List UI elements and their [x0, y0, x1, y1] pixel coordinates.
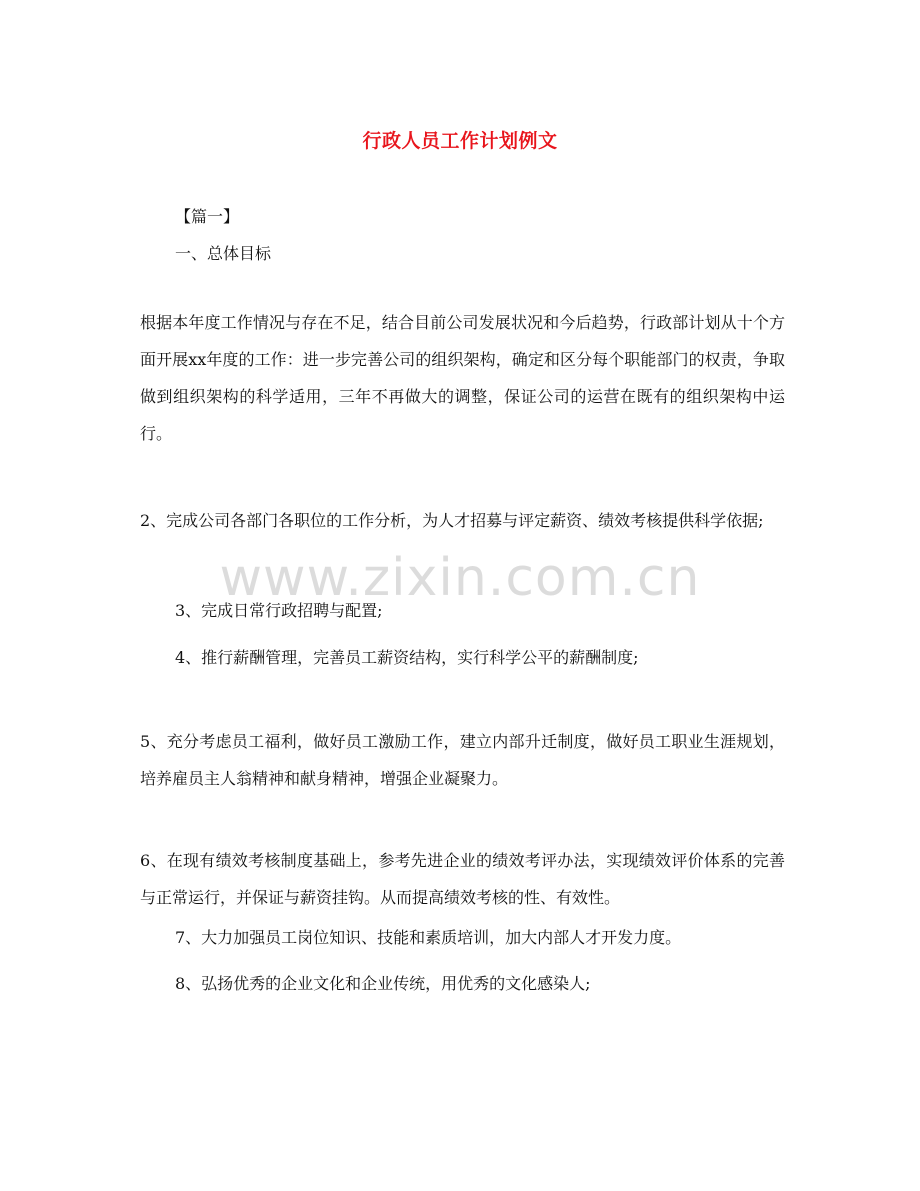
document-title: 行政人员工作计划例文 [362, 130, 558, 152]
paragraph-6: 6、在现有绩效考核制度基础上，参考先进企业的绩效考评办法，实现绩效评价体系的完善与正常运行，并保证与薪资挂钩。从而提高绩效考核的性、有效性。 [140, 851, 785, 907]
paragraph-1: 根据本年度工作情况与存在不足，结合目前公司发展状况和今后趋势，行政部计划从十个方面开展xx年度的工作：进一步完善公司的组织架构，确定和区分每个职能部门的权责，争取做到组织架构的科学适用，三年不再做大的调整，保证公司的运营在既有的组织架构中运行。 [140, 313, 785, 443]
paragraph-4: 4、推行薪酬管理，完善员工薪资结构，实行科学公平的薪酬制度; [175, 648, 639, 667]
paragraph-5: 5、充分考虑员工福利，做好员工激励工作，建立内部升迁制度，做好员工职业生涯规划，培养雇员主人翁精神和献身精神，增强企业凝聚力。 [140, 732, 785, 788]
section-label: 【篇一】 [175, 207, 240, 226]
watermark: www.zixin.com.cn [219, 548, 701, 608]
paragraph-7: 7、大力加强员工岗位知识、技能和素质培训，加大内部人才开发力度。 [175, 928, 682, 947]
section-heading: 一、总体目标 [175, 244, 272, 263]
paragraph-8: 8、弘扬优秀的企业文化和企业传统，用优秀的文化感染人; [175, 974, 591, 993]
paragraph-3: 3、完成日常行政招聘与配置; [175, 601, 383, 620]
paragraph-2: 2、完成公司各部门各职位的工作分析，为人才招募与评定薪资、绩效考核提供科学依据; [140, 511, 764, 530]
